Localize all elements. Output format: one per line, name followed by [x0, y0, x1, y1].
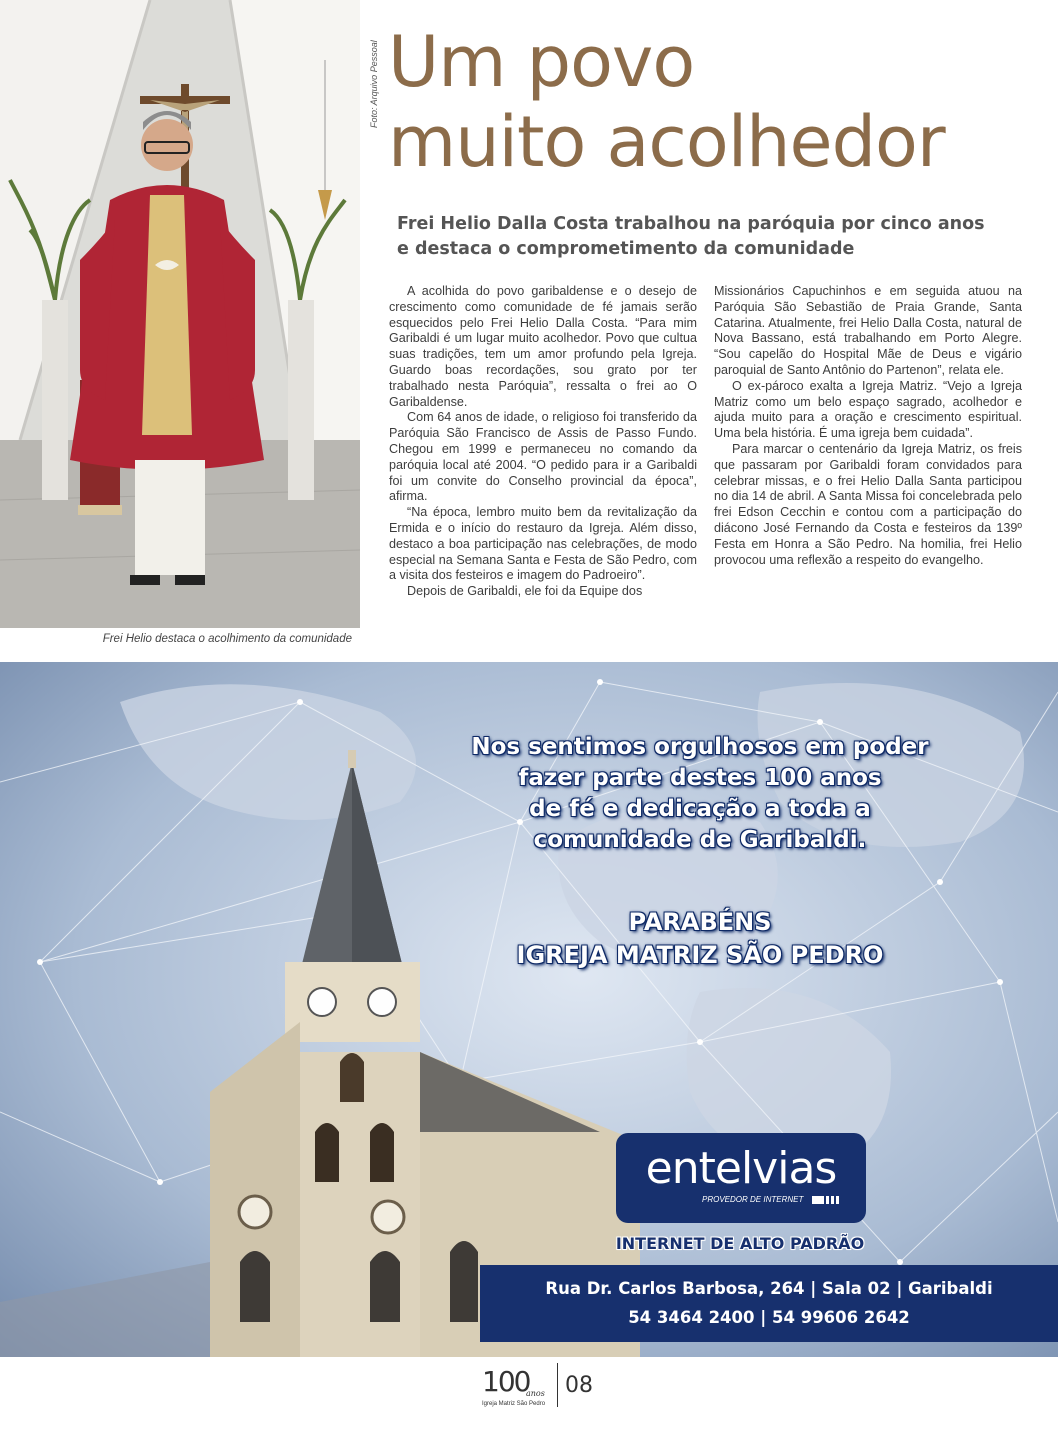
logo-subtitle: Igreja Matriz São Pedro [482, 1401, 546, 1407]
photo-caption: Frei Helio destaca o acolhimento da comunidade [102, 633, 352, 645]
ad-tagline: INTERNET DE ALTO PADRÃO [615, 1234, 865, 1253]
paragraph: Depois de Garibaldi, ele foi da Equipe dos [407, 584, 643, 599]
centenary-logo [482, 1365, 557, 1410]
advertisement [0, 662, 1058, 1357]
paragraph: A acolhida do povo garibaldense e o desejo de crescimento como comunidade de fé jamais serão esquecidos pelo Frei Helio Dalla Costa. “Para mim Garibaldi é um lugar muito acolhedor. Povo que cultua suas tradições, tem um amor profundo pela Igreja. Guardo boas recordações, sou grato por ter trabalhado nesta Paróquia”, ressalta o frei ao O Garibaldense. [389, 284, 697, 409]
ad-congrats-line: PARABÉNS [628, 908, 772, 936]
headline-line-1: Um povo [388, 21, 695, 103]
ad-message-line: comunidade de Garibaldi. [533, 827, 867, 853]
article-column-2 [714, 284, 1022, 568]
ad-message-line: Nos sentimos orgulhosos em poder [471, 734, 929, 760]
entelvias-logo [616, 1133, 866, 1223]
paragraph: Com 64 anos de idade, o religioso foi transferido da Paróquia São Francisco de Assis de Passo Fundo. Chegou em 1999 e permaneceu no comando da paróquia local até 2004. “O pedido para ir a Garibaldi foi um convite do Conselho provincial da época”, afirma. [389, 410, 697, 504]
phone-numbers: 54 3464 2400 | 54 99606 2642 [628, 1308, 910, 1327]
address-bar [480, 1265, 1058, 1342]
ad-message [430, 732, 970, 856]
ad-message-line: fazer parte destes 100 anos [518, 765, 882, 791]
article-subhead [397, 212, 1037, 262]
brand-name: entelvias [645, 1143, 837, 1194]
logo-number: 100 [482, 1365, 530, 1398]
paragraph: Missionários Capuchinhos e em seguida atuou na Paróquia São Sebastião de Praia Grande, Santa Catarina. Atualmente, frei Helio Dalla Costa, natural de Nova Bassano, está trabalhando em Porto Alegre. “Sou capelão do Hospital Mãe de Deus e vigário paroquial de Santo Antônio do Partenon”, relata ele. [714, 284, 1022, 377]
photo-credit: Foto: Arquivo Pessoal [369, 40, 379, 128]
footer-divider [557, 1363, 558, 1407]
article-headline [388, 22, 1038, 182]
paragraph: Para marcar o centenário da Igreja Matriz, os freis que passaram por Garibaldi foram convidados para celebrar missas, e o frei Helio Dalla Santa participou no dia 14 de abril. A Santa Missa foi concelebrada pelo frei Edson Cecchin e contou com a participação do diácono José Fernando da Costa e festeiros da 139º Festa em Honra a São Pedro. Na homilia, frei Helio provocou uma reflexão a respeito do evangelho. [714, 441, 1022, 567]
subhead-line-2: e destaca o comprometimento da comunidade [397, 239, 855, 259]
ad-message-line: de fé e dedicação a toda a [529, 796, 871, 822]
address-text: Rua Dr. Carlos Barbosa, 264 | Sala 02 | Garibaldi [545, 1279, 993, 1298]
page-number: 08 [565, 1373, 593, 1398]
paragraph: “Na época, lembro muito bem da revitalização da Ermida e o início do restauro da Igreja. Além disso, destaco a boa participação nas celebrações, de modo especial na Semana Santa e Festa de São Pedro, com a visita dos festeiros e imagem do Padroeiro”. [389, 505, 697, 583]
priest-photo-illustration [0, 0, 360, 628]
priest-photo [0, 0, 360, 628]
article-column-1 [389, 284, 697, 600]
ad-congrats [430, 906, 970, 972]
subhead-line-1: Frei Helio Dalla Costa trabalhou na paróquia por cinco anos [397, 214, 985, 234]
logo-anos: anos [526, 1389, 545, 1398]
paragraph: O ex-pároco exalta a Igreja Matriz. “Vejo a Igreja Matriz como um belo espaço sagrado, acolhedor e ajuda muito para a oração e crescimento espiritual. Uma bela história. É uma igreja bem cuidada”. [714, 378, 1022, 441]
brand-subtitle: PROVEDOR DE INTERNET [702, 1195, 804, 1204]
ad-congrats-line: IGREJA MATRIZ SÃO PEDRO [516, 941, 884, 969]
signal-bars-icon [812, 1196, 840, 1204]
headline-line-2: muito acolhedor [388, 101, 945, 183]
